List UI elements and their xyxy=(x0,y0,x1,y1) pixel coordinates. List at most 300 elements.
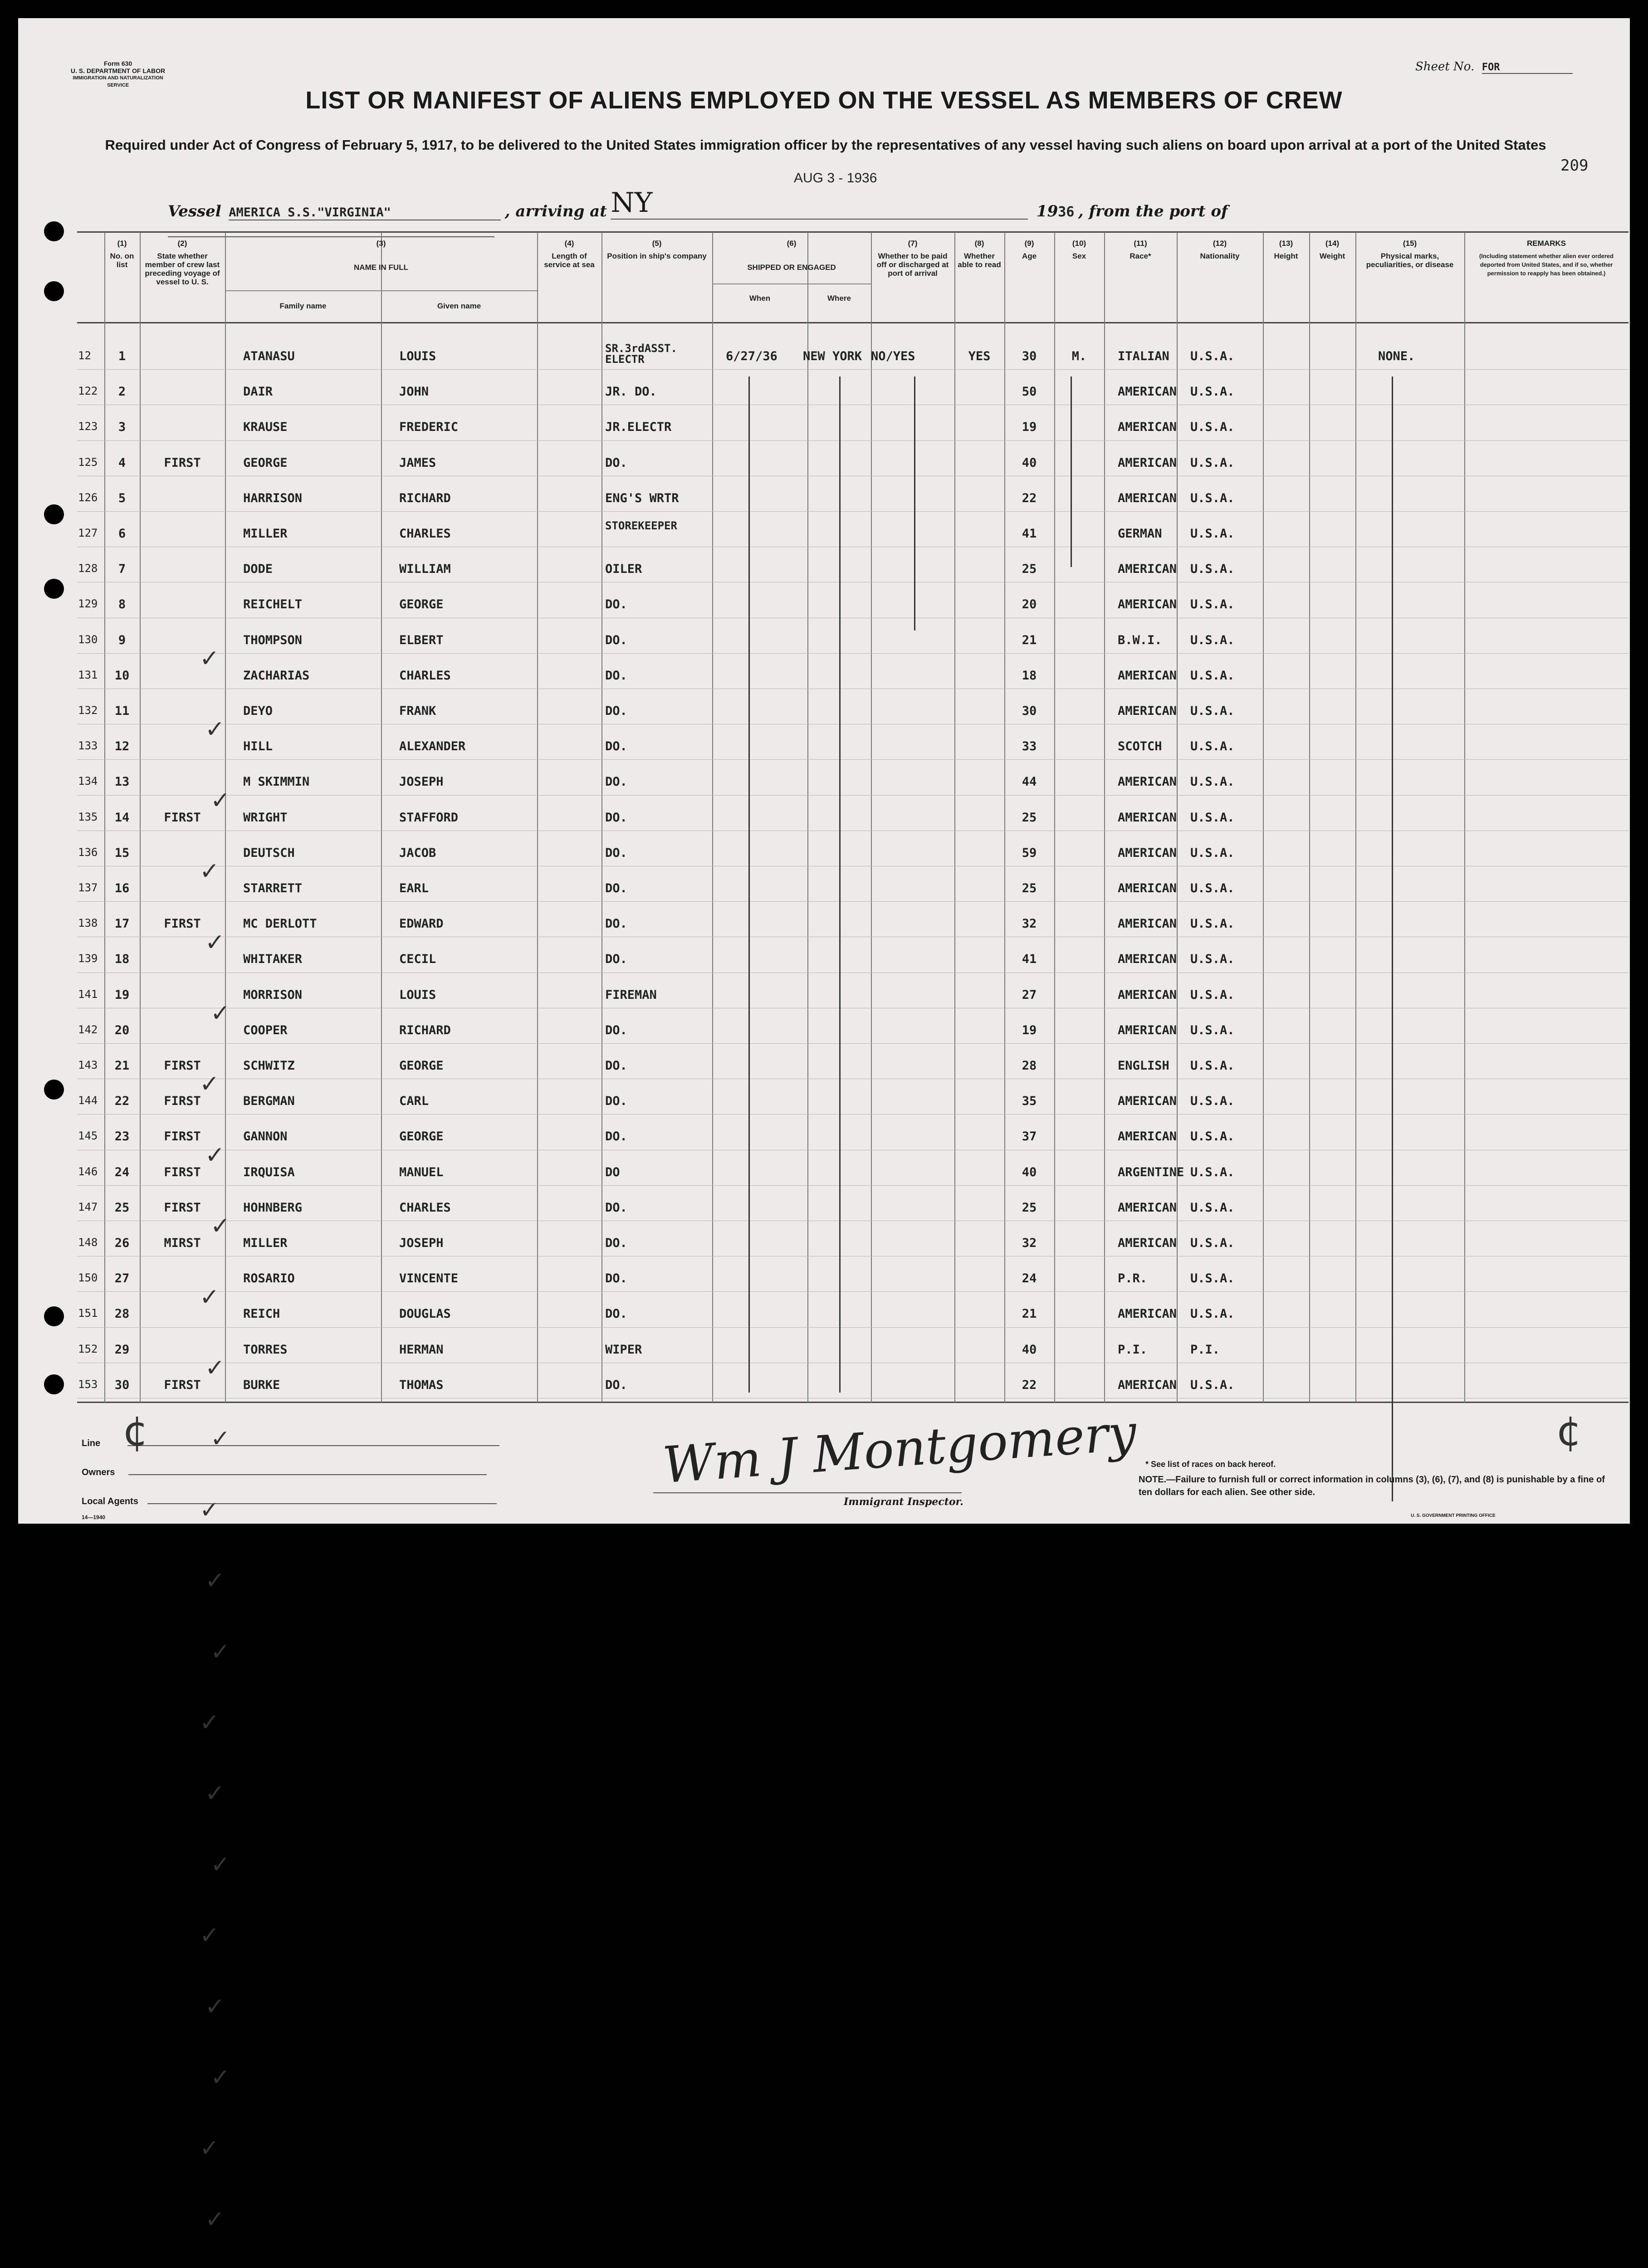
cell-age: 22 xyxy=(1022,491,1037,505)
cell-family: MORRISON xyxy=(243,987,303,1002)
check-mark: ¢ xyxy=(1556,1408,1582,1455)
cell-prev: FIRST xyxy=(164,455,201,470)
cell-no: 3 xyxy=(118,420,126,435)
cell-race: AMERICAN xyxy=(1118,597,1177,612)
cell-no: 5 xyxy=(118,491,126,505)
cell-race: ARGENTINE xyxy=(1118,1165,1184,1179)
cell-age: 32 xyxy=(1022,1236,1037,1250)
cell-ref: 146 xyxy=(78,1165,98,1178)
cell-race: AMERICAN xyxy=(1118,1129,1177,1144)
cell-age: 25 xyxy=(1022,562,1037,577)
cell-family: DEYO xyxy=(243,704,273,718)
cell-nat: U.S.A. xyxy=(1190,491,1235,505)
column-subheading: Where xyxy=(827,294,851,303)
cell-given: CARL xyxy=(399,1094,429,1109)
cell-nat: U.S.A. xyxy=(1190,987,1235,1002)
column-number: (10) xyxy=(1072,239,1086,248)
table-header-border xyxy=(77,322,1628,323)
column-number: (5) xyxy=(652,239,662,248)
cell-given: ELBERT xyxy=(399,633,444,647)
inspector-signature: Wm J Montgomery xyxy=(660,1403,1139,1495)
arriving-label: , arriving at xyxy=(504,202,607,220)
cell-prev: FIRST xyxy=(164,1059,201,1073)
cell-ref: 135 xyxy=(78,810,98,823)
cell-position: DO. xyxy=(605,1129,627,1144)
check-mark: ✓ xyxy=(205,1993,225,2020)
punch-hole xyxy=(44,1080,64,1100)
column-heading: Position in ship's company xyxy=(607,252,707,260)
cell-age: 19 xyxy=(1022,1023,1037,1037)
cell-given: EARL xyxy=(399,881,429,895)
table-row xyxy=(18,1364,1630,1400)
cell-ref: 134 xyxy=(78,775,98,788)
check-mark: ✓ xyxy=(205,716,225,743)
cell-given: CHARLES xyxy=(399,668,451,683)
cell-no: 27 xyxy=(114,1271,130,1286)
cell-position: DO. xyxy=(605,455,627,470)
cell-age: 21 xyxy=(1022,1307,1037,1321)
table-row xyxy=(18,1187,1630,1222)
cell-age: 44 xyxy=(1022,775,1037,789)
cell-ref: 142 xyxy=(78,1023,98,1036)
cell-nat: U.S.A. xyxy=(1190,704,1235,718)
cell-given: STAFFORD xyxy=(399,810,459,825)
cell-age: 19 xyxy=(1022,420,1037,435)
cell-nat: U.S.A. xyxy=(1190,846,1235,860)
cell-given: VINCENTE xyxy=(399,1271,459,1286)
cell-nat: U.S.A. xyxy=(1190,1129,1235,1144)
cell-age: 30 xyxy=(1022,704,1037,718)
cell-nat: U.S.A. xyxy=(1190,562,1235,577)
cell-nat: U.S.A. xyxy=(1190,1271,1235,1286)
cell-ref: 133 xyxy=(78,739,98,753)
punch-hole xyxy=(44,1306,64,1326)
cell-race: P.R. xyxy=(1118,1271,1148,1286)
cell-no: 25 xyxy=(114,1200,130,1215)
cell-no: 18 xyxy=(114,952,130,967)
column-number: (12) xyxy=(1213,239,1227,248)
cell-given: THOMAS xyxy=(399,1378,444,1392)
cell-position: JR.ELECTR xyxy=(605,420,672,435)
cell-no: 12 xyxy=(114,739,130,754)
cell-age: 50 xyxy=(1022,385,1037,399)
owners-label: Owners xyxy=(82,1467,115,1477)
sheet-number xyxy=(1415,60,1573,74)
cell-position: DO. xyxy=(605,1059,627,1073)
table-row xyxy=(18,1293,1630,1329)
check-mark: ✓ xyxy=(200,2135,220,2162)
cell-nat: U.S.A. xyxy=(1190,385,1235,399)
cell-given: DOUGLAS xyxy=(399,1307,451,1321)
cell-position: DO. xyxy=(605,881,627,895)
cell-given: MANUEL xyxy=(399,1165,444,1179)
cell-when: 6/27/36 xyxy=(726,349,778,363)
cell-nat: U.S.A. xyxy=(1190,917,1235,931)
cell-family: HOHNBERG xyxy=(243,1200,303,1215)
column-heading: State whether member of crew last preceding voyage of vessel to U. S. xyxy=(145,252,220,286)
cell-ref: 122 xyxy=(78,385,98,398)
cell-age: 35 xyxy=(1022,1094,1037,1109)
cell-position: DO. xyxy=(605,668,627,683)
check-mark: ✓ xyxy=(200,1922,220,1950)
cell-position: DO. xyxy=(605,1200,627,1215)
cell-no: 11 xyxy=(114,704,130,718)
cell-position: DO. xyxy=(605,1307,627,1321)
cell-family: DAIR xyxy=(243,385,273,399)
ditto-line xyxy=(1071,376,1072,567)
column-number: (3) xyxy=(376,239,386,248)
cell-given: JACOB xyxy=(399,846,436,860)
cell-race: AMERICAN xyxy=(1118,917,1177,931)
cell-no: 23 xyxy=(114,1129,130,1144)
cell-position: DO. xyxy=(605,1236,627,1250)
cell-age: 20 xyxy=(1022,597,1037,612)
cell-ref: 143 xyxy=(78,1059,98,1071)
cell-family: ROSARIO xyxy=(243,1271,295,1286)
cell-position: SR.3rdASST. ELECTR xyxy=(605,342,677,366)
cell-given: HERMAN xyxy=(399,1342,444,1357)
cell-age: 59 xyxy=(1022,846,1037,860)
column-number: REMARKS xyxy=(1527,239,1566,248)
cell-nat: P.I. xyxy=(1190,1342,1220,1357)
form-subtitle: Required under Act of Congress of February 5, 1917, to be delivered to the United States immigration officer by the representatives of any vessel having such aliens on board upon arrival at a port of the United States xyxy=(105,137,1546,153)
cell-ref: 132 xyxy=(78,704,98,717)
from-port-blank xyxy=(168,236,494,237)
cell-nat: U.S.A. xyxy=(1190,1094,1235,1109)
form-number: Form 630 xyxy=(103,60,132,67)
column-heading: SHIPPED OR ENGAGED xyxy=(747,263,836,272)
cell-no: 1 xyxy=(118,349,126,363)
cell-nat: U.S.A. xyxy=(1190,1307,1235,1321)
cell-age: 41 xyxy=(1022,527,1037,541)
cell-prev: FIRST xyxy=(164,810,201,825)
service-name: IMMIGRATION AND NATURALIZATION SERVICE xyxy=(73,75,163,88)
cell-family: GEORGE xyxy=(243,455,288,470)
cell-family: GANNON xyxy=(243,1129,288,1144)
check-mark: ✓ xyxy=(210,787,230,814)
cell-age: 24 xyxy=(1022,1271,1037,1286)
cell-position: DO. xyxy=(605,917,627,931)
owners-blank xyxy=(128,1474,487,1475)
column-heading: Weight xyxy=(1319,252,1345,260)
cell-family: REICH xyxy=(243,1307,280,1321)
table-row xyxy=(18,1222,1630,1258)
cell-age: 37 xyxy=(1022,1129,1037,1144)
year-value: 36 xyxy=(1058,204,1075,220)
cell-family: STARRETT xyxy=(243,881,303,895)
column-heading: Sex xyxy=(1072,252,1086,260)
cell-prev: FIRST xyxy=(164,1165,201,1179)
cell-race: ENGLISH xyxy=(1118,1059,1169,1073)
cell-no: 13 xyxy=(114,775,130,789)
cell-ref: 126 xyxy=(78,491,98,504)
cell-race: AMERICAN xyxy=(1118,562,1177,577)
cell-no: 9 xyxy=(118,633,126,647)
cell-nat: U.S.A. xyxy=(1190,1200,1235,1215)
cell-race: AMERICAN xyxy=(1118,420,1177,435)
cell-race: AMERICAN xyxy=(1118,668,1177,683)
cell-nat: U.S.A. xyxy=(1190,1023,1235,1037)
check-mark: ✓ xyxy=(205,1567,225,1595)
table-row xyxy=(18,1258,1630,1293)
column-number: (4) xyxy=(564,239,574,248)
check-mark: ✓ xyxy=(200,1070,220,1098)
cell-race: AMERICAN xyxy=(1118,1094,1177,1109)
cell-family: ZACHARIAS xyxy=(243,668,310,683)
form-id xyxy=(68,60,168,89)
cell-ref: 123 xyxy=(78,420,98,433)
cell-nat: U.S.A. xyxy=(1190,1378,1235,1392)
cell-ref: 131 xyxy=(78,668,98,681)
cell-nat: U.S.A. xyxy=(1190,952,1235,967)
column-number: (8) xyxy=(974,239,984,248)
cell-race: AMERICAN xyxy=(1118,1236,1177,1250)
table-bottom-border xyxy=(77,1402,1628,1403)
cell-age: 30 xyxy=(1022,349,1037,363)
department-name: U. S. DEPARTMENT OF LABOR xyxy=(70,67,166,74)
column-heading: (Including statement whether alien ever ordered deported from United States, and if so, whether permission to reapply has been obtained.) xyxy=(1479,253,1614,277)
check-mark: ✓ xyxy=(200,858,220,885)
line-blank xyxy=(127,1445,499,1446)
vessel-name: AMERICA S.S."VIRGINIA" xyxy=(229,205,501,220)
cell-ref: 139 xyxy=(78,952,98,965)
cell-family: TORRES xyxy=(243,1342,288,1357)
check-mark: ¢ xyxy=(122,1408,149,1455)
sheet-value: FOR xyxy=(1482,62,1573,74)
page-number: 209 xyxy=(1560,156,1589,175)
cell-family: COOPER xyxy=(243,1023,288,1037)
punch-hole xyxy=(44,281,64,301)
cell-family: IRQUISA xyxy=(243,1165,295,1179)
cell-nat: U.S.A. xyxy=(1190,455,1235,470)
check-mark: ✓ xyxy=(210,1425,230,1453)
cell-no: 26 xyxy=(114,1236,130,1250)
cell-race: AMERICAN xyxy=(1118,385,1177,399)
date-stamp: AUG 3 - 1936 xyxy=(794,171,877,186)
cell-age: 27 xyxy=(1022,987,1037,1002)
check-mark: ✓ xyxy=(205,929,225,956)
agents-label: Local Agents xyxy=(82,1496,138,1506)
cell-family: MILLER xyxy=(243,1236,288,1250)
cell-prev: FIRST xyxy=(164,1129,201,1144)
column-heading: Whether able to read xyxy=(958,252,1001,269)
cell-given: JOHN xyxy=(399,385,429,399)
cell-ref: 147 xyxy=(78,1200,98,1213)
column-heading: Whether to be paid off or discharged at port of arrival xyxy=(876,252,949,278)
cell-position: DO. xyxy=(605,1023,627,1037)
column-number: (13) xyxy=(1279,239,1293,248)
check-mark: ✓ xyxy=(210,1000,230,1027)
cell-prev: FIRST xyxy=(164,1378,201,1392)
cell-race: AMERICAN xyxy=(1118,1200,1177,1215)
line-label: Line xyxy=(82,1438,101,1448)
cell-given: LOUIS xyxy=(399,349,436,363)
cell-no: 30 xyxy=(114,1378,130,1392)
cell-position: DO. xyxy=(605,704,627,718)
cell-race: AMERICAN xyxy=(1118,704,1177,718)
cell-position: STOREKEEPER xyxy=(605,519,677,532)
check-mark: ✓ xyxy=(205,1141,225,1169)
cell-family: MILLER xyxy=(243,527,288,541)
cell-ref: 144 xyxy=(78,1094,98,1107)
printer-mark: U. S. GOVERNMENT PRINTING OFFICE xyxy=(1411,1513,1496,1518)
ditto-line xyxy=(748,376,750,1393)
cell-family: HARRISON xyxy=(243,491,303,505)
cell-position: JR. DO. xyxy=(605,385,657,399)
cell-given: ALEXANDER xyxy=(399,739,466,754)
cell-age: 25 xyxy=(1022,810,1037,825)
ditto-line xyxy=(1392,376,1393,1501)
column-heading: Race* xyxy=(1130,252,1151,260)
column-heading: Age xyxy=(1022,252,1037,260)
cell-position: DO. xyxy=(605,775,627,789)
cell-position: ENG'S WRTR xyxy=(605,491,679,505)
cell-no: 4 xyxy=(118,455,126,470)
cell-no: 17 xyxy=(114,917,130,931)
header-subdivider xyxy=(225,290,537,291)
cell-given: FREDERIC xyxy=(399,420,459,435)
cell-ref: 151 xyxy=(78,1307,98,1320)
column-number: (6) xyxy=(787,239,797,248)
cell-given: GEORGE xyxy=(399,1129,444,1144)
cell-family: DODE xyxy=(243,562,273,577)
cell-ref: 125 xyxy=(78,455,98,469)
cell-family: ATANASU xyxy=(243,349,295,363)
cell-prev: FIRST xyxy=(164,1200,201,1215)
cell-given: GEORGE xyxy=(399,1059,444,1073)
column-number: (9) xyxy=(1024,239,1034,248)
cell-age: 40 xyxy=(1022,1165,1037,1179)
column-heading: Nationality xyxy=(1200,252,1240,260)
punch-hole xyxy=(44,221,64,241)
cell-given: RICHARD xyxy=(399,1023,451,1037)
cell-race: AMERICAN xyxy=(1118,491,1177,505)
cell-position: DO. xyxy=(605,633,627,647)
cell-race: AMERICAN xyxy=(1118,881,1177,895)
column-heading: Physical marks, peculiarities, or disease xyxy=(1366,252,1454,269)
cell-given: JOSEPH xyxy=(399,1236,444,1250)
cell-nat: U.S.A. xyxy=(1190,881,1235,895)
check-mark: ✓ xyxy=(210,1851,230,1878)
cell-no: 2 xyxy=(118,385,126,399)
cell-no: 8 xyxy=(118,597,126,612)
cell-race: AMERICAN xyxy=(1118,987,1177,1002)
cell-ref: 145 xyxy=(78,1129,98,1143)
cell-no: 6 xyxy=(118,527,126,541)
check-mark: ✓ xyxy=(205,2205,225,2233)
cell-age: 33 xyxy=(1022,739,1037,754)
column-number: (11) xyxy=(1134,239,1147,248)
column-heading: Height xyxy=(1274,252,1298,260)
cell-no: 19 xyxy=(114,987,130,1002)
cell-marks: NONE. xyxy=(1378,349,1415,363)
cell-given: CECIL xyxy=(399,952,436,967)
cell-given: WILLIAM xyxy=(399,562,451,577)
cell-race: AMERICAN xyxy=(1118,775,1177,789)
cell-no: 14 xyxy=(114,810,130,825)
form-code: 14—1940 xyxy=(82,1514,106,1520)
cell-nat: U.S.A. xyxy=(1190,1236,1235,1250)
cell-age: 25 xyxy=(1022,881,1037,895)
cell-position: DO. xyxy=(605,1271,627,1286)
cell-ref: 148 xyxy=(78,1236,98,1249)
cell-family: M SKIMMIN xyxy=(243,775,310,789)
cell-nat: U.S.A. xyxy=(1190,739,1235,754)
punch-hole xyxy=(44,504,64,524)
check-mark: ✓ xyxy=(200,1496,220,1524)
table-top-border xyxy=(77,231,1628,233)
cell-ref: 137 xyxy=(78,881,98,894)
cell-family: DEUTSCH xyxy=(243,846,295,860)
table-row xyxy=(18,1329,1630,1364)
column-number: (15) xyxy=(1403,239,1417,248)
cell-nat: U.S.A. xyxy=(1190,597,1235,612)
cell-prev: MIRST xyxy=(164,1236,201,1250)
cell-given: CHARLES xyxy=(399,527,451,541)
cell-race: ITALIAN xyxy=(1118,349,1169,363)
column-number: (14) xyxy=(1325,239,1340,248)
cell-nat: U.S.A. xyxy=(1190,775,1235,789)
cell-race: AMERICAN xyxy=(1118,1378,1177,1392)
column-heading: Length of service at sea xyxy=(544,252,595,269)
column-subheading: Family name xyxy=(279,302,327,310)
cell-position: DO. xyxy=(605,952,627,967)
races-note: * See list of races on back hereof. xyxy=(1145,1460,1276,1469)
cell-nat: U.S.A. xyxy=(1190,1165,1235,1179)
cell-no: 15 xyxy=(114,846,130,860)
column-number: (7) xyxy=(908,239,918,248)
check-mark: ✓ xyxy=(210,1638,230,1666)
cell-race: AMERICAN xyxy=(1118,952,1177,967)
column-subheading: When xyxy=(749,294,771,303)
cell-family: WRIGHT xyxy=(243,810,288,825)
cell-position: DO. xyxy=(605,1378,627,1392)
cell-sex: M. xyxy=(1071,349,1087,363)
cell-race: SCOTCH xyxy=(1118,739,1162,754)
cell-no: 20 xyxy=(114,1023,130,1037)
check-mark: ✓ xyxy=(210,2064,230,2091)
cell-nat: U.S.A. xyxy=(1190,810,1235,825)
cell-race: AMERICAN xyxy=(1118,810,1177,825)
cell-prev: FIRST xyxy=(164,917,201,931)
cell-ref: 141 xyxy=(78,987,98,1001)
cell-family: REICHELT xyxy=(243,597,303,612)
cell-family: KRAUSE xyxy=(243,420,288,435)
cell-age: 18 xyxy=(1022,668,1037,683)
cell-given: GEORGE xyxy=(399,597,444,612)
inspector-label: Immigrant Inspector. xyxy=(844,1496,963,1508)
cell-race: AMERICAN xyxy=(1118,455,1177,470)
cell-ref: 153 xyxy=(78,1378,98,1391)
cell-age: 25 xyxy=(1022,1200,1037,1215)
cell-given: RICHARD xyxy=(399,491,451,505)
cell-nat: U.S.A. xyxy=(1190,633,1235,647)
vessel-line xyxy=(168,187,1506,220)
cell-age: 40 xyxy=(1022,1342,1037,1357)
cell-position: WIPER xyxy=(605,1342,642,1357)
cell-nat: U.S.A. xyxy=(1190,668,1235,683)
cell-family: THOMPSON xyxy=(243,633,303,647)
column-subheading: Given name xyxy=(437,302,481,310)
cell-family: WHITAKER xyxy=(243,952,303,967)
cell-position: DO. xyxy=(605,1094,627,1109)
sheet-label: Sheet No. xyxy=(1415,60,1475,73)
check-mark: ✓ xyxy=(200,645,220,672)
cell-position: DO xyxy=(605,1165,620,1179)
cell-ref: 12 xyxy=(78,349,91,362)
from-port-label: , from the port of xyxy=(1078,202,1228,220)
cell-age: 41 xyxy=(1022,952,1037,967)
